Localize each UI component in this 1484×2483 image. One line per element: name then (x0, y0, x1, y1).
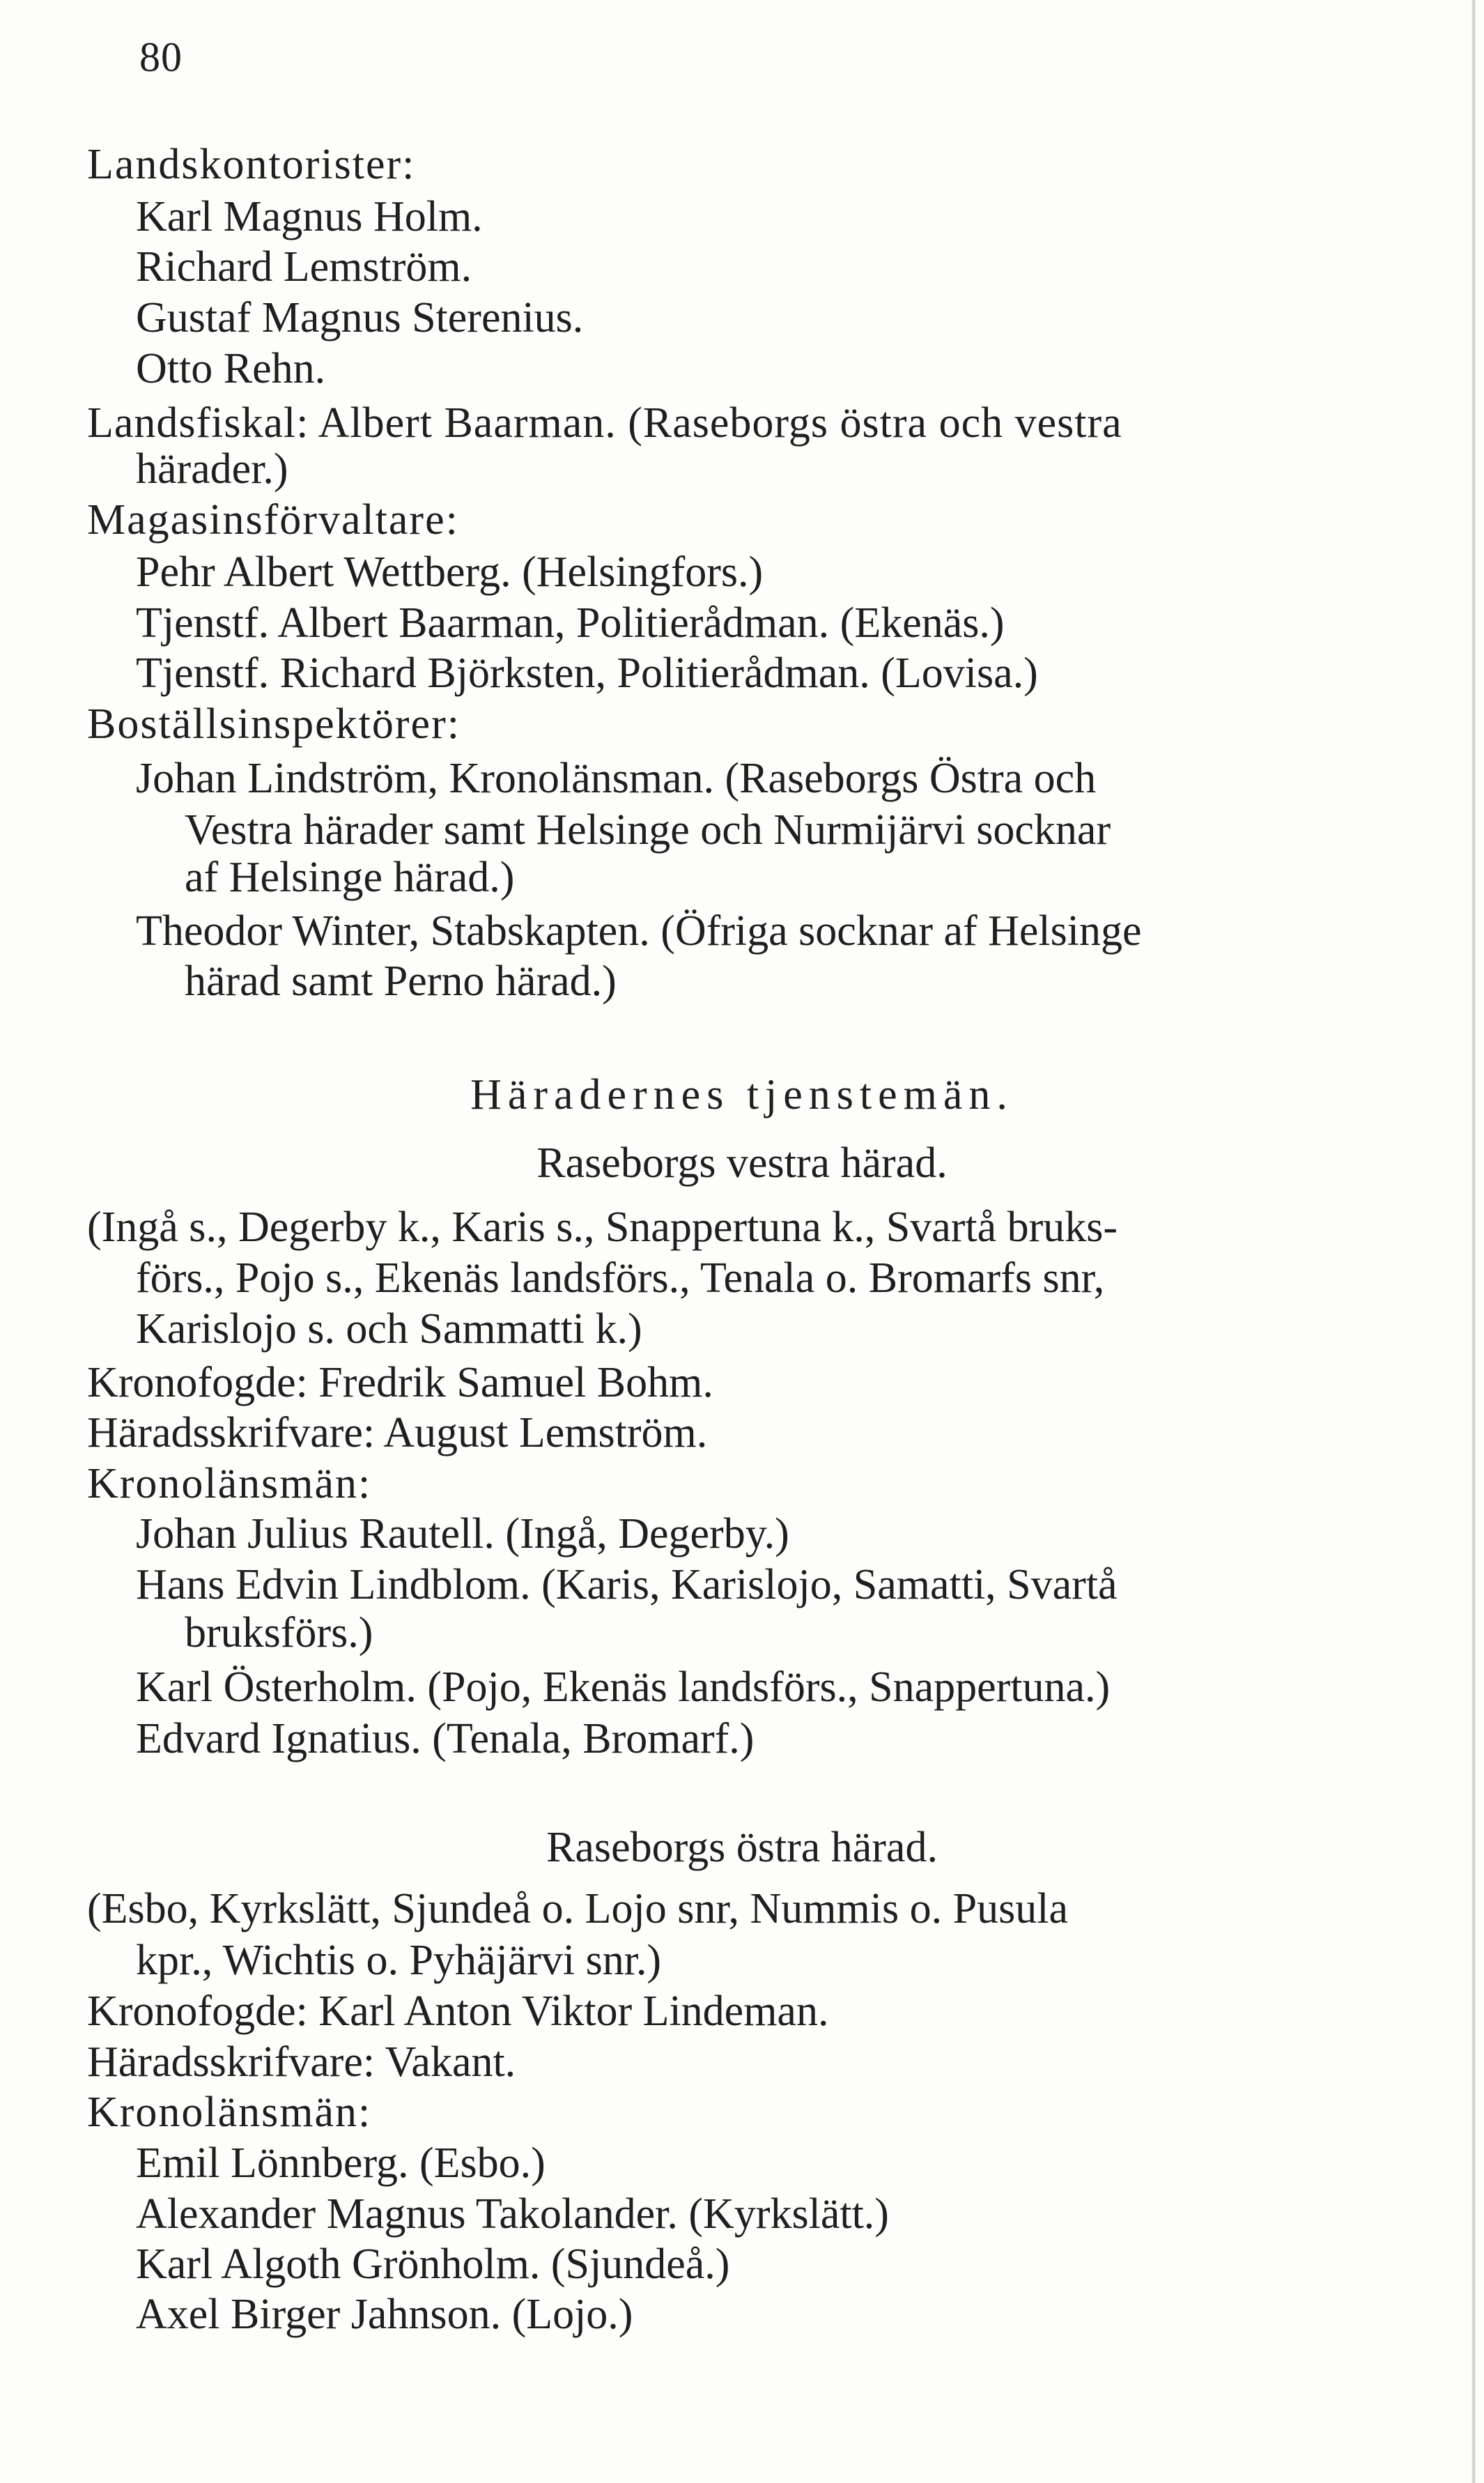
text-line: Richard Lemström. (136, 243, 472, 291)
text-line: förs., Pojo s., Ekenäs landsförs., Tenala o. Bromarfs snr, (136, 1254, 1105, 1302)
text-line: Edvard Ignatius. (Tenala, Bromarf.) (136, 1715, 755, 1762)
heading-kronolansman: Kronolänsmän: (87, 2089, 372, 2136)
text-line: Karl Magnus Holm. (136, 193, 483, 240)
text-line: Gustaf Magnus Sterenius. (136, 294, 584, 341)
text-line: (Ingå s., Degerby k., Karis s., Snappertuna k., Svartå bruks- (87, 1204, 1118, 1251)
text-line: härad samt Perno härad.) (185, 958, 617, 1005)
text-line: Kronofogde: Karl Anton Viktor Lindeman. (87, 1988, 829, 2035)
page-edge (1471, 0, 1476, 2483)
heading-bostallsinspektorer: Boställsinspektörer: (87, 700, 461, 748)
text-line: Karl Algoth Grönholm. (Sjundeå.) (136, 2240, 730, 2288)
text-line: (Esbo, Kyrkslätt, Sjundeå o. Lojo snr, Nummis o. Pusula (87, 1885, 1068, 1932)
text-line-landsfiskal: Landsfiskal: Albert Baarman. (Raseborgs östra och vestra (87, 399, 1122, 447)
text-line: Hans Edvin Lindblom. (Karis, Karislojo, Samatti, Svartå (136, 1561, 1118, 1608)
section-title: Häradernes tjenstemän. (470, 1071, 1014, 1118)
text-line: Otto Rehn. (136, 345, 326, 392)
text-line: Häradsskrifvare: August Lemström. (87, 1409, 708, 1456)
heading-magasinsforvaltare: Magasinsförvaltare: (87, 496, 459, 544)
text-line: Tjenstf. Albert Baarman, Politierådman. (Ekenäs.) (136, 599, 1005, 647)
text-line: Kronofogde: Fredrik Samuel Bohm. (87, 1359, 713, 1406)
text-line: Vestra härader samt Helsinge och Nurmijärvi socknar (185, 806, 1111, 854)
text-line: bruksförs.) (185, 1609, 373, 1656)
text-line: Tjenstf. Richard Björksten, Politierådman. (Lovisa.) (136, 649, 1038, 697)
subsection-title-vestra: Raseborgs vestra härad. (536, 1139, 948, 1187)
text-line: härader.) (136, 445, 288, 493)
text-line: Häradsskrifvare: Vakant. (87, 2038, 516, 2086)
subsection-title-ostra: Raseborgs östra härad. (546, 1824, 938, 1871)
page-number: 80 (139, 34, 183, 80)
heading-landskontorister: Landskontorister: (87, 141, 416, 188)
heading-kronolansman: Kronolänsmän: (87, 1460, 372, 1507)
text-line: Pehr Albert Wettberg. (Helsingfors.) (136, 548, 764, 596)
text-line: Theodor Winter, Stabskapten. (Öfriga socknar af Helsinge (136, 907, 1142, 955)
text-line: Johan Julius Rautell. (Ingå, Degerby.) (136, 1510, 789, 1558)
text-line: Axel Birger Jahnson. (Lojo.) (136, 2291, 633, 2338)
text-line: Karislojo s. och Sammatti k.) (136, 1305, 642, 1353)
text-line: Emil Lönnberg. (Esbo.) (136, 2139, 546, 2187)
text-line: Karl Österholm. (Pojo, Ekenäs landsförs., Snappertuna.) (136, 1663, 1111, 1711)
text-line: kpr., Wichtis o. Pyhäjärvi snr.) (136, 1937, 662, 1984)
text-line: Johan Lindström, Kronolänsman. (Raseborgs Östra och (136, 755, 1097, 802)
text-line: af Helsinge härad.) (185, 854, 515, 901)
text-line: Alexander Magnus Takolander. (Kyrkslätt.) (136, 2190, 889, 2238)
